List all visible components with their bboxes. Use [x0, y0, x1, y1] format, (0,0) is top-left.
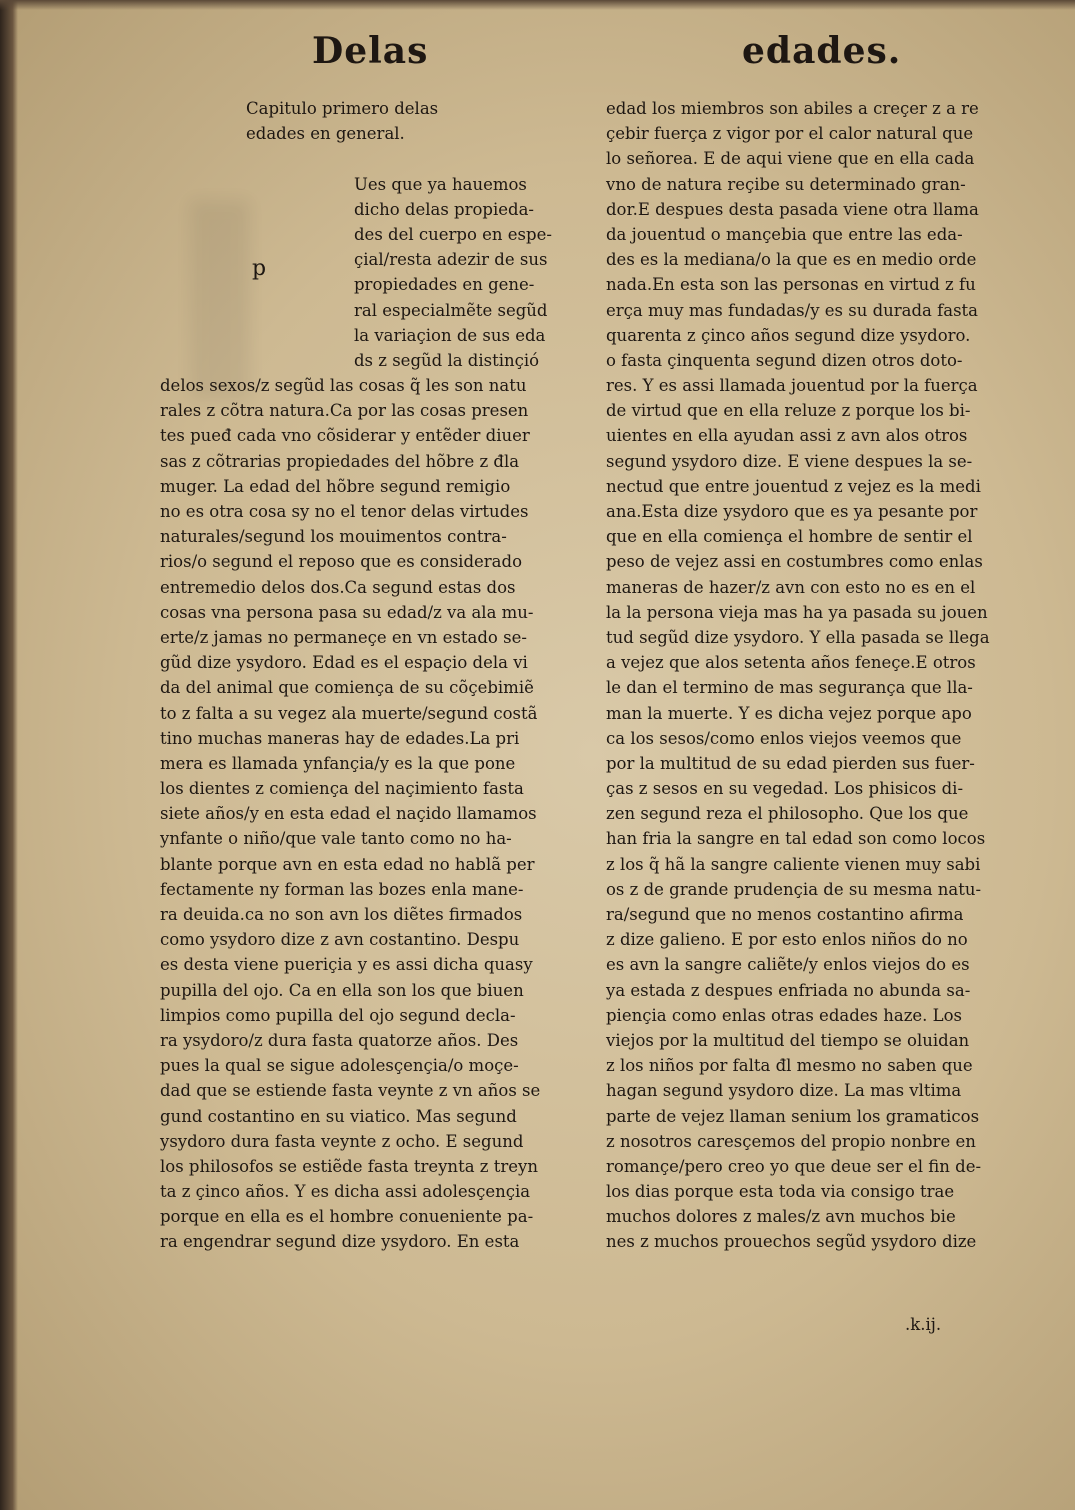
text-line: a vejez que alos setenta años feneçe.E otros: [606, 653, 976, 673]
text-line: des es la mediana/o la que es en medio orde: [606, 250, 977, 270]
text-line: ana.Esta dize ysydoro que es ya pesante por: [606, 502, 978, 521]
text-line: muger. La edad del hõbre segund remigio: [160, 476, 511, 496]
text-line: que en ella comiença el hombre de sentir el: [606, 527, 973, 547]
chapter-heading-line: Capitulo primero delas: [246, 99, 439, 118]
text-line: nectud que entre jouentud z vejez es la medi: [606, 476, 981, 496]
text-line: han fria la sangre en tal edad son como locos: [606, 829, 986, 849]
text-line: z dize galieno. E por esto enlos niños do no: [606, 930, 968, 950]
text-line: ra/segund que no menos costantino afirma: [606, 905, 964, 924]
text-line: dad que se estiende fasta veynte z vn años se: [160, 1081, 541, 1101]
text-line: la variaçion de sus eda: [354, 325, 546, 345]
text-line: tino muchas maneras hay de edades.La pri: [160, 728, 520, 748]
text-line: parte de vejez llaman senium los gramaticos: [606, 1106, 980, 1126]
text-line: cosas vna persona pasa su edad/z va ala mu-: [160, 602, 534, 622]
running-head-right: edades.: [742, 30, 902, 72]
text-line: edad los miembros son abiles a creçer z a re: [606, 99, 979, 118]
text-line: gũd dize ysydoro. Edad es el espaçio dela vi: [160, 653, 528, 673]
text-line: delos sexos/z segũd las cosas q̃ les son natu: [160, 376, 527, 396]
text-line: ra engendrar segund dize ysydoro. En esta: [160, 1232, 520, 1252]
text-line: no es otra cosa sy no el tenor delas virtudes: [160, 502, 529, 521]
text-line: os z de grande prudençia de su mesma natu-: [606, 879, 982, 899]
text-line: gund costantino en su viatico. Mas segund: [160, 1106, 517, 1126]
blank-line: [160, 146, 560, 171]
text-line: viejos por la multitud del tiempo se oluidan: [606, 1030, 970, 1050]
text-line: quarenta z çinco años segund dize ysydoro.: [606, 325, 971, 345]
text-line: los philosofos se estiẽde fasta treynta z treyn: [160, 1156, 538, 1176]
text-line: o fasta çinquenta segund dizen otros doto-: [606, 350, 963, 370]
text-line: hagan segund ysydoro dize. La mas vltima: [606, 1081, 962, 1101]
page-top-shadow: [0, 0, 1075, 10]
text-line: ysydoro dura fasta veynte z ocho. E segund: [160, 1131, 524, 1151]
text-line: man la muerte. Y es dicha vejez porque apo: [606, 703, 972, 723]
text-line: por la multitud de su edad pierden sus fuer-: [606, 753, 975, 773]
text-line: vno de natura reçibe su determinado gran-: [606, 174, 966, 194]
text-line: siete años/y en esta edad el naçido llamamos: [160, 804, 537, 824]
text-line: de virtud que en ella reluze z porque los bi-: [606, 401, 971, 421]
text-line: muchos dolores z males/z avn muchos bie: [606, 1207, 956, 1227]
text-line: ra ysydoro/z dura fasta quatorze años. Des: [160, 1030, 519, 1050]
text-line: naturales/segund los mouimentos contra-: [160, 527, 507, 547]
text-line: los dias porque esta toda via consigo trae: [606, 1182, 955, 1202]
text-line: ya estada z despues enfriada no abunda sa-: [606, 980, 971, 1000]
text-line: sas z cõtrarias propiedades del hõbre z đla: [160, 451, 520, 471]
text-line: porque en ella es el hombre conueniente pa-: [160, 1207, 534, 1227]
text-line: nada.En esta son las personas en virtud z fu: [606, 275, 976, 295]
text-line: segund ysydoro dize. E viene despues la se-: [606, 451, 973, 471]
left-body-text: [160, 373, 560, 1255]
text-line: rales z cõtra natura.Ca por las cosas presen: [160, 401, 529, 421]
text-line: ynfante o niño/que vale tanto como no ha-: [160, 829, 512, 849]
text-line: erça muy mas fundadas/y es su durada fasta: [606, 300, 979, 320]
text-line: Ues que ya hauemos: [354, 174, 527, 194]
text-line: tes pueđ cada vno cõsiderar y entẽder diuer: [160, 426, 530, 446]
text-line: ta z çinco años. Y es dicha assi adolesçençia: [160, 1182, 531, 1202]
text-line: pues la qual se sigue adolesçençia/o moçe-: [160, 1056, 519, 1076]
text-line: le dan el termino de mas segurança que lla-: [606, 678, 973, 698]
text-line: como ysydoro dize z avn costantino. Despu: [160, 930, 520, 950]
text-line: z los niños por falta đl mesmo no saben que: [606, 1056, 973, 1076]
text-line: mera es llamada ynfançia/y es la que pone: [160, 753, 516, 773]
text-line: ra deuida.ca no son avn los diẽtes firmados: [160, 905, 523, 924]
text-line: da del animal que comiença de su cõçebimiẽ: [160, 678, 534, 698]
text-line: pupilla del ojo. Ca en ella son los que biuen: [160, 980, 524, 1000]
text-line: peso de vejez assi en costumbres como enlas: [606, 552, 983, 572]
text-line: rios/o segund el reposo que es considerado: [160, 552, 523, 572]
text-line: la la persona vieja mas ha ya pasada su jouen: [606, 602, 988, 622]
text-line: tud segũd dize ysydoro. Y ella pasada se llega: [606, 627, 990, 647]
text-line: ral especialmẽte segũd: [354, 300, 548, 320]
text-line: limpios como pupilla del ojo segund decla-: [160, 1005, 516, 1025]
running-head-left: Delas: [312, 30, 429, 72]
text-line: es desta viene pueriçia y es assi dicha quasy: [160, 955, 533, 975]
text-line: dicho delas propieda-: [354, 199, 535, 219]
right-column: [606, 96, 1006, 1255]
text-line: fectamente ny forman las bozes enla mane-: [160, 879, 524, 899]
text-line: es avn la sangre caliẽte/y enlos viejos do es: [606, 955, 970, 975]
left-column: [160, 96, 560, 1255]
text-line: uientes en ella ayudan assi z avn alos otros: [606, 426, 968, 446]
text-line: dor.E despues desta pasada viene otra llama: [606, 199, 979, 219]
text-line: piençia como enlas otras edades haze. Los: [606, 1005, 963, 1025]
text-line: blante porque avn en esta edad no hablã per: [160, 854, 535, 874]
text-line: ças z sesos en su vegedad. Los phisicos di-: [606, 779, 964, 799]
text-line: los dientes z comiença del naçimiento fasta: [160, 779, 524, 799]
text-line: des del cuerpo en espe-: [354, 224, 552, 244]
chapter-heading-line: edades en general.: [246, 124, 405, 144]
text-line: ca los sesos/como enlos viejos veemos que: [606, 728, 962, 748]
text-line: erte/z jamas no permaneçe en vn estado se-: [160, 627, 527, 647]
text-line: da jouentud o mançebia que entre las eda-: [606, 224, 963, 244]
text-line: romançe/pero creo yo que deue ser el fin de-: [606, 1156, 982, 1176]
text-line: to z falta a su vegez ala muerte/segund costã: [160, 703, 538, 723]
right-body-text: [606, 96, 1006, 1255]
text-line: z los q̃ hã la sangre caliente vienen muy sabi: [606, 854, 981, 874]
text-line: ds z segũd la distinçió: [354, 350, 540, 370]
text-line: maneras de hazer/z avn con esto no es en el: [606, 577, 976, 597]
text-line: nes z muchos prouechos segũd ysydoro dize: [606, 1232, 977, 1252]
text-line: çebir fuerça z vigor por el calor natural que: [606, 124, 974, 144]
text-line: lo señorea. E de aqui viene que en ella cada: [606, 149, 975, 169]
page-gutter-shadow: [0, 0, 18, 1510]
signature-mark: .k.ij.: [905, 1315, 942, 1334]
text-line: zen segund reza el philosopho. Que los que: [606, 804, 969, 824]
initial-guide-letter: p: [252, 256, 267, 281]
text-line: z nosotros caresçemos del propio nonbre en: [606, 1131, 976, 1151]
text-line: entremedio delos dos.Ca segund estas dos: [160, 577, 516, 597]
text-line: propiedades en gene-: [354, 275, 535, 295]
text-line: çial/resta adezir de sus: [354, 250, 548, 270]
text-line: res. Y es assi llamada jouentud por la fuerça: [606, 376, 978, 396]
